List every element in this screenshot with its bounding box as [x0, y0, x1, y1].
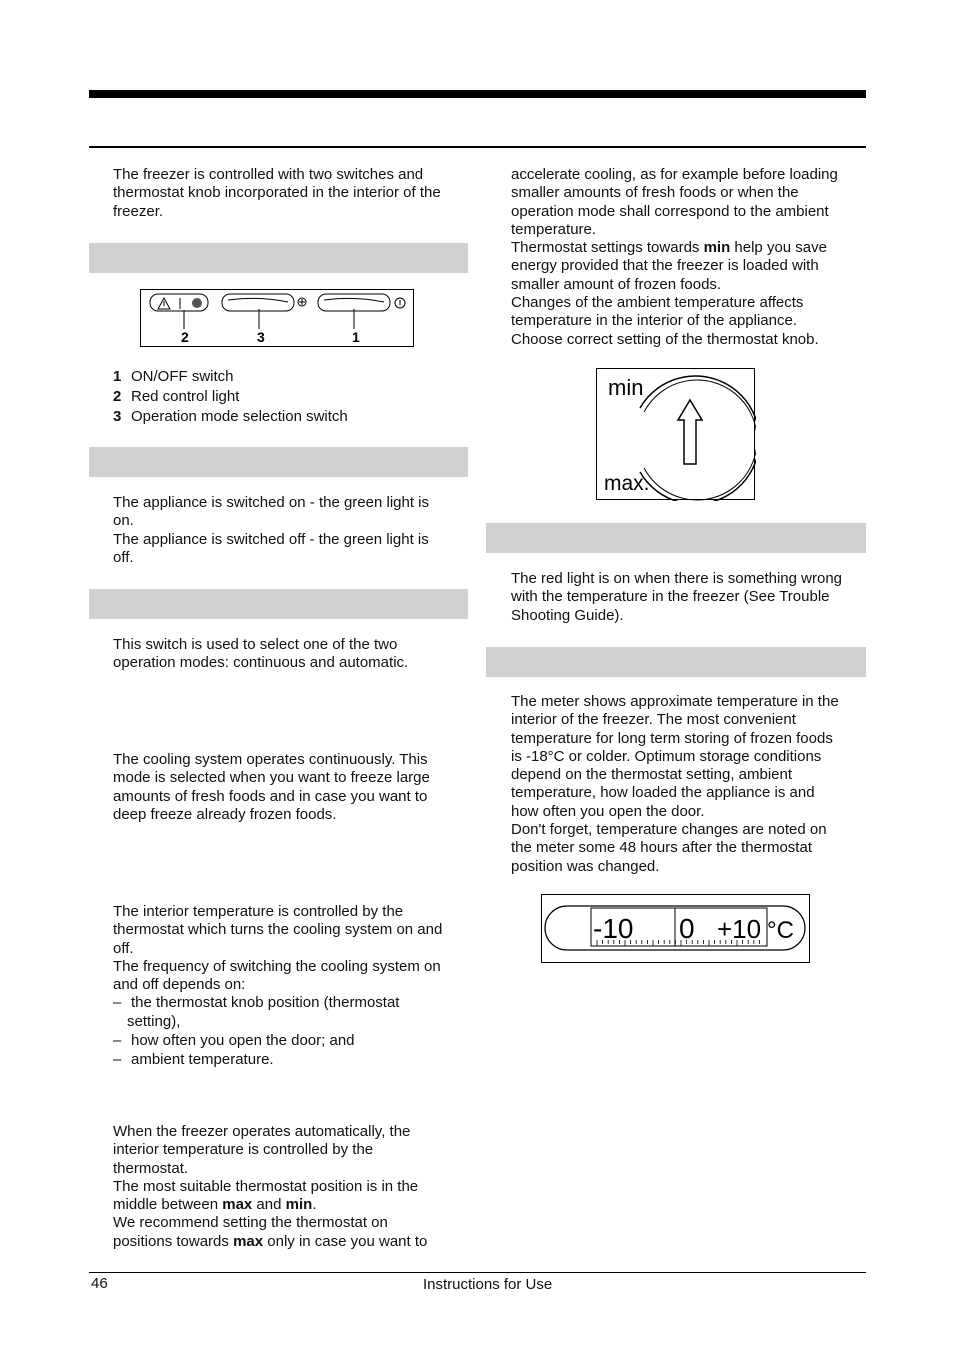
meter-paragraph: The meter shows approximate temperature in the interior of the freezer. The most convenient temperature for long term storing of frozen foods is -18°C or colder. Optimum storage conditions depend on the thermostat setting, ambient temperature, how loaded the appliance is and how often you open the door. Don't forget, temperature changes are noted on the meter some 48 hours after the thermostat position was changed.	[511, 693, 839, 875]
bullet-item: – how often you open the door; and	[113, 1032, 355, 1050]
legend-item: 2 Red control light	[113, 388, 240, 405]
meter-unit: °C	[767, 917, 794, 944]
intro-paragraph: The freezer is controlled with two switches and thermostat knob incorporated in the interior of the freezer.	[113, 166, 441, 220]
red-light-icon	[192, 298, 202, 308]
meter-label-minus10: -10	[593, 913, 634, 944]
continuous-paragraph: The cooling system operates continuously. This mode is selected when you want to freeze large amounts of fresh foods and in case you want to deep freeze already frozen foods.	[113, 751, 430, 823]
knob-max-label: max.	[604, 472, 650, 495]
automatic-paragraph: When the freezer operates automatically, the interior temperature is controlled by the thermostat. The most suitable thermostat position is in the middle between max and min. We recommend setting the thermostat on positions towards max only in case you want to	[113, 1123, 428, 1250]
bullet-item: – the thermostat knob position (thermostat	[113, 994, 400, 1012]
header-thin-rule	[89, 146, 866, 148]
legend-item: 1 ON/OFF switch	[113, 368, 234, 385]
footer-title: Instructions for Use	[423, 1276, 553, 1293]
section-band-onoff	[89, 447, 468, 477]
mode-switch-paragraph: This switch is used to select one of the two operation modes: continuous and automatic.	[113, 636, 409, 672]
panel-label-3: 3	[257, 329, 265, 345]
warning-light-housing	[150, 294, 208, 311]
thermostat-continued-paragraph: accelerate cooling, as for example before loading smaller amounts of fresh foods or when the operation mode shall correspond to the ambient temperature. Thermostat settings towards min help you save energy provided that the freezer is loaded with smaller amount of frozen foods. Changes of the ambient temperature affects temperature in the interior of the appliance. Choose correct setting of the thermostat knob.	[511, 166, 838, 348]
control-legend	[113, 368, 473, 428]
onoff-paragraph: The appliance is switched on - the green light is on. The appliance is switched off - the green light is off.	[113, 494, 430, 566]
meter-label-zero: 0	[679, 913, 695, 944]
section-band-meter	[486, 647, 866, 677]
thermostat-knob-diagram	[596, 368, 756, 501]
knob-min-label: min	[608, 375, 644, 400]
meter-label-plus10: +10	[717, 914, 762, 944]
footer-rule	[89, 1272, 866, 1273]
panel-label-2: 2	[181, 329, 189, 345]
section-band-mode-switch	[89, 589, 468, 619]
red-light-paragraph: The red light is on when there is something wrong with the temperature in the freezer (See Trouble Shooting Guide).	[511, 570, 843, 624]
control-panel-diagram	[140, 289, 415, 348]
thermostat-paragraph: The interior temperature is controlled by the thermostat which turns the cooling system on and off. The frequency of switching the cooling system on and off depends on: – the thermostat knob position (thermostat setting), – how often you open the door; and – ambient temperature.	[113, 903, 473, 1070]
legend-item: 3 Operation mode selection switch	[113, 408, 348, 425]
panel-label-1: 1	[352, 329, 360, 345]
section-band-red-light	[486, 523, 866, 553]
section-band-control-panel	[89, 243, 468, 273]
page-number: 46	[91, 1275, 108, 1292]
temperature-meter-diagram	[541, 894, 811, 964]
header-thick-rule	[89, 90, 866, 98]
bullet-item: – ambient temperature.	[113, 1051, 274, 1069]
